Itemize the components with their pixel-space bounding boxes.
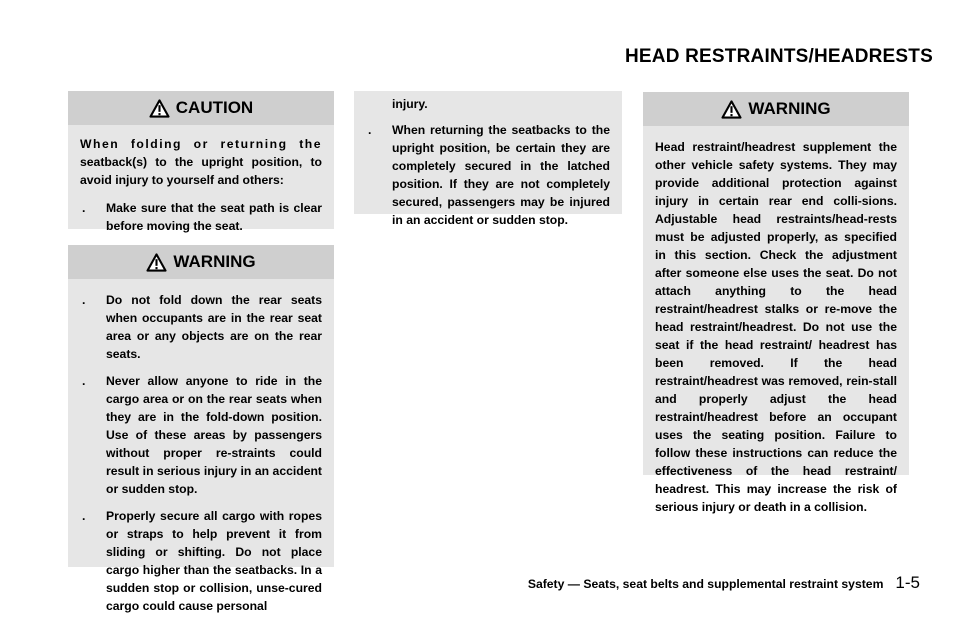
bullet-mark: . [82, 293, 86, 307]
warning-bullet-text: Do not fold down the rear seats when occupants are in the rear seat area or any objects are on the rear seats. [106, 293, 322, 361]
warning-header-left [68, 245, 334, 279]
warning-bullet-item [366, 121, 610, 229]
warning-bullet-text: Properly secure all cargo with ropes or straps to help prevent it from sliding or shifting. Do not place cargo higher than the seatbacks. In a sudden stop or collision, unse-cured cargo could cause personal [106, 509, 322, 613]
warning-bullet-text: When returning the seatbacks to the upright position, be certain they are completely secured in the latched position. If they are not completely secured, passengers may be injured in an accident or sudden stop. [392, 123, 610, 227]
warning-continuation-text: injury. [392, 97, 428, 111]
warning-triangle-icon [149, 99, 170, 118]
page-footer [528, 573, 920, 593]
bullet-mark: . [82, 201, 86, 215]
caution-bullet-text: Make sure that the seat path is clear before moving the seat. [106, 201, 322, 233]
section-title: HEAD RESTRAINTS/HEADRESTS [625, 46, 933, 67]
caution-box [68, 91, 334, 233]
warning-bullet-item [80, 507, 322, 615]
caution-intro-line: When folding or returning the [80, 137, 322, 151]
caution-title: CAUTION [175, 98, 254, 117]
warning-box-left [68, 245, 334, 613]
warning-triangle-icon [146, 253, 167, 272]
warning-triangle-icon [721, 100, 742, 119]
footer-chapter-text: Safety — Seats, seat belts and supplemental restraint system [527, 577, 884, 591]
caution-intro-text: seatback(s) to the upright position, to avoid injury to yourself and others: [80, 155, 322, 187]
warning-bullet-item [80, 372, 322, 498]
page-number: 1-5 [895, 573, 920, 592]
warning-bullet-item [80, 291, 322, 363]
bullet-mark: . [82, 374, 86, 388]
bullet-mark: . [368, 123, 372, 137]
warning-body-text: Head restraint/headrest supplement the other vehicle safety systems. They may provide additional protection against injury in certain rear end colli-sions. Adjustable head restraints/head-rests must be adjusted properly, as specified in this section. Check the adjustment after someone else uses the seat. Do not attach anything to the head restraint/headrest stalks or re-move the head restraint/headrest. Do not use the seat if the head restraint/ headrest has been removed. If the head restraint/headrest was removed, rein-stall and properly adjust the head restraint/headrest before an occupant uses the seating position. Failure to follow these instructions can reduce the effectiveness of the head restraint/ headrest. This may increase the risk of serious injury or death in a collision. [655, 140, 897, 514]
warning-title-left: WARNING [173, 252, 256, 271]
warning-header-right [643, 92, 909, 126]
bullet-mark: . [82, 509, 86, 523]
warning-bullet-text: Never allow anyone to ride in the cargo area or on the rear seats when they are in the fold-down position. Use of these areas by passengers without proper re-straints could result in serious injury in an accident or sudden stop. [106, 374, 322, 496]
warning-title-right: WARNING [748, 99, 831, 118]
warning-box-right [643, 92, 909, 514]
caution-bullet-item [80, 199, 322, 235]
caution-header [68, 91, 334, 125]
warning-box-continued [354, 91, 622, 227]
